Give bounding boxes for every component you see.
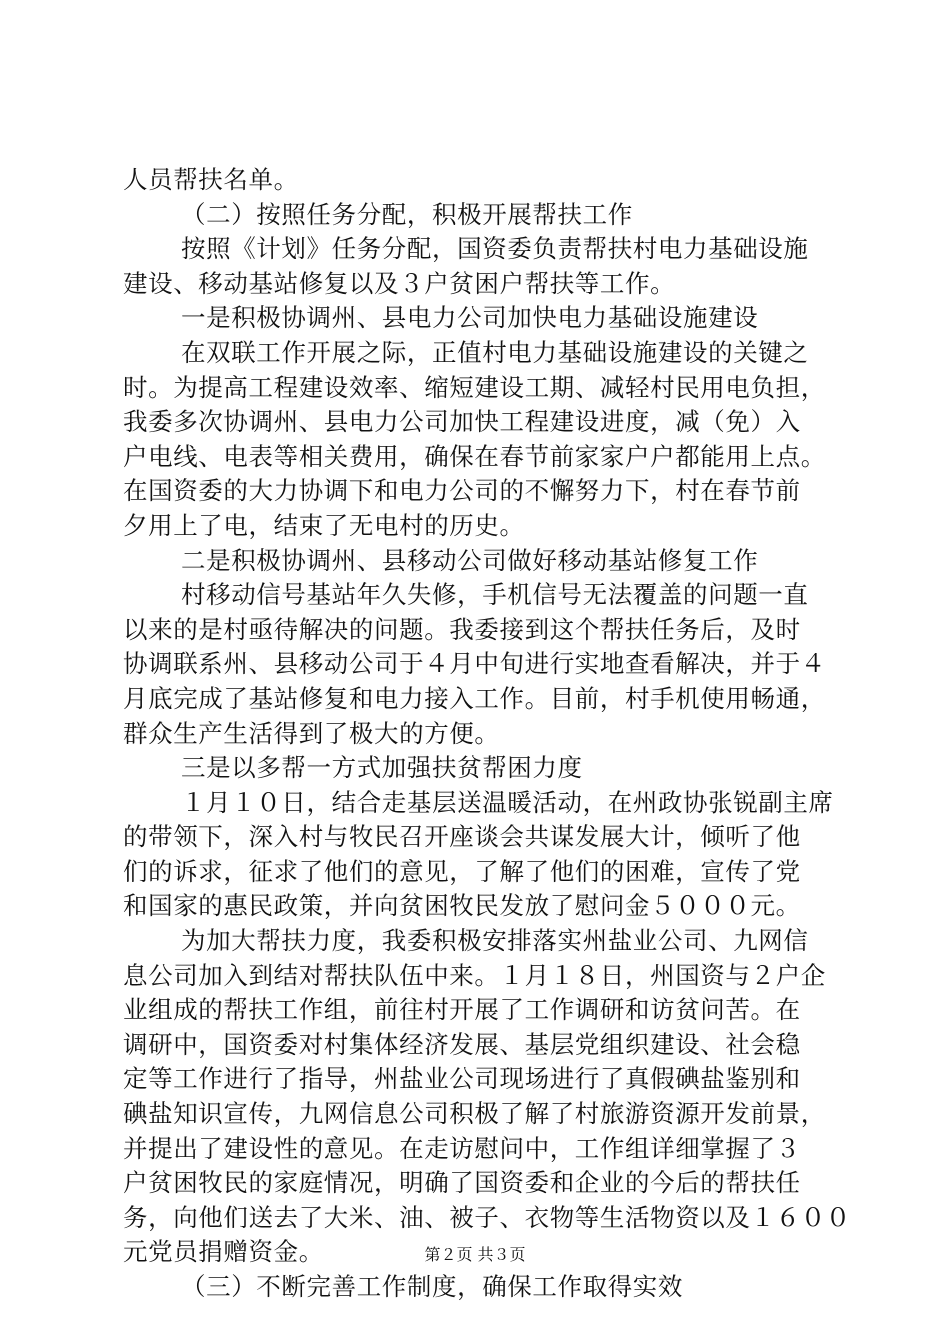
text-line: 月底完成了基站修复和电力接入工作。目前，村手机使用畅通， (123, 683, 826, 713)
text-line: 我委多次协调州、县电力公司加快工程建设进度，减（免）入 (123, 407, 801, 437)
text-line: 在国资委的大力协调下和电力公司的不懈努力下，村在春节前 (123, 476, 801, 506)
text-line: 人员帮扶名单。 (123, 165, 299, 194)
text-line: 三是以多帮一方式加强扶贫帮困力度 (181, 753, 583, 783)
text-line: 按照《计划》任务分配，国资委负责帮扶村电力基础设施 (181, 234, 809, 264)
text-line: 的带领下，深入村与牧民召开座谈会共谋发展大计，倾听了他 (123, 822, 801, 852)
text-line: 群众生产生活得到了极大的方便。 (123, 718, 500, 748)
text-line: 在双联工作开展之际，正值村电力基础设施建设的关键之 (181, 337, 809, 367)
text-line: （三）不断完善工作制度，确保工作取得实效 (181, 1272, 683, 1301)
text-line: 务，向他们送去了大米、油、被子、衣物等生活物资以及１６００ (123, 1202, 851, 1232)
text-line: 夕用上了电，结束了无电村的历史。 (123, 510, 525, 540)
text-line: 为加大帮扶力度，我委积极安排落实州盐业公司、九网信 (181, 926, 809, 956)
page-footer: 第２页 共３页 (424, 1245, 526, 1264)
text-line: １月１０日，结合走基层送温暖活动，在州政协张锐副主席 (181, 787, 834, 817)
text-line: 息公司加入到结对帮扶队伍中来。１月１８日，州国资与２户企 (123, 960, 826, 990)
text-line: 元党员捐赠资金。 (123, 1237, 324, 1267)
text-line: 调研中，国资委对村集体经济发展、基层党组织建设、社会稳 (123, 1029, 801, 1059)
text-line: 户电线、电表等相关费用，确保在春节前家家户户都能用上点。 (123, 441, 826, 471)
text-line: 村移动信号基站年久失修，手机信号无法覆盖的问题一直 (181, 580, 809, 610)
text-line: 们的诉求，征求了他们的意见，了解了他们的困难，宣传了党 (123, 856, 801, 886)
text-line: 建设、移动基站修复以及３户贫困户帮扶等工作。 (123, 268, 676, 298)
text-line: 协调联系州、县移动公司于４月中旬进行实地查看解决，并于４ (123, 649, 826, 679)
text-line: 时。为提高工程建设效率、缩短建设工期、减轻村民用电负担， (123, 372, 826, 402)
text-line: 和国家的惠民政策，并向贫困牧民发放了慰问金５０００元。 (123, 891, 801, 921)
text-line: （二）按照任务分配，积极开展帮扶工作 (181, 199, 633, 229)
text-line: 业组成的帮扶工作组，前往村开展了工作调研和访贫问苦。在 (123, 995, 801, 1025)
document-body (123, 163, 851, 1305)
text-line: 定等工作进行了指导，州盐业公司现场进行了真假碘盐鉴别和 (123, 1064, 801, 1094)
text-line: 户贫困牧民的家庭情况，明确了国资委和企业的今后的帮扶任 (123, 1168, 801, 1198)
text-line: 一是积极协调州、县电力公司加快电力基础设施建设 (181, 303, 759, 333)
text-line: 碘盐知识宣传，九网信息公司积极了解了村旅游资源开发前景， (123, 1099, 826, 1129)
text-line: 并提出了建设性的意见。在走访慰问中，工作组详细掌握了３ (123, 1133, 801, 1163)
text-line: 二是积极协调州、县移动公司做好移动基站修复工作 (181, 545, 759, 575)
text-line: 以来的是村亟待解决的问题。我委接到这个帮扶任务后，及时 (123, 614, 801, 644)
